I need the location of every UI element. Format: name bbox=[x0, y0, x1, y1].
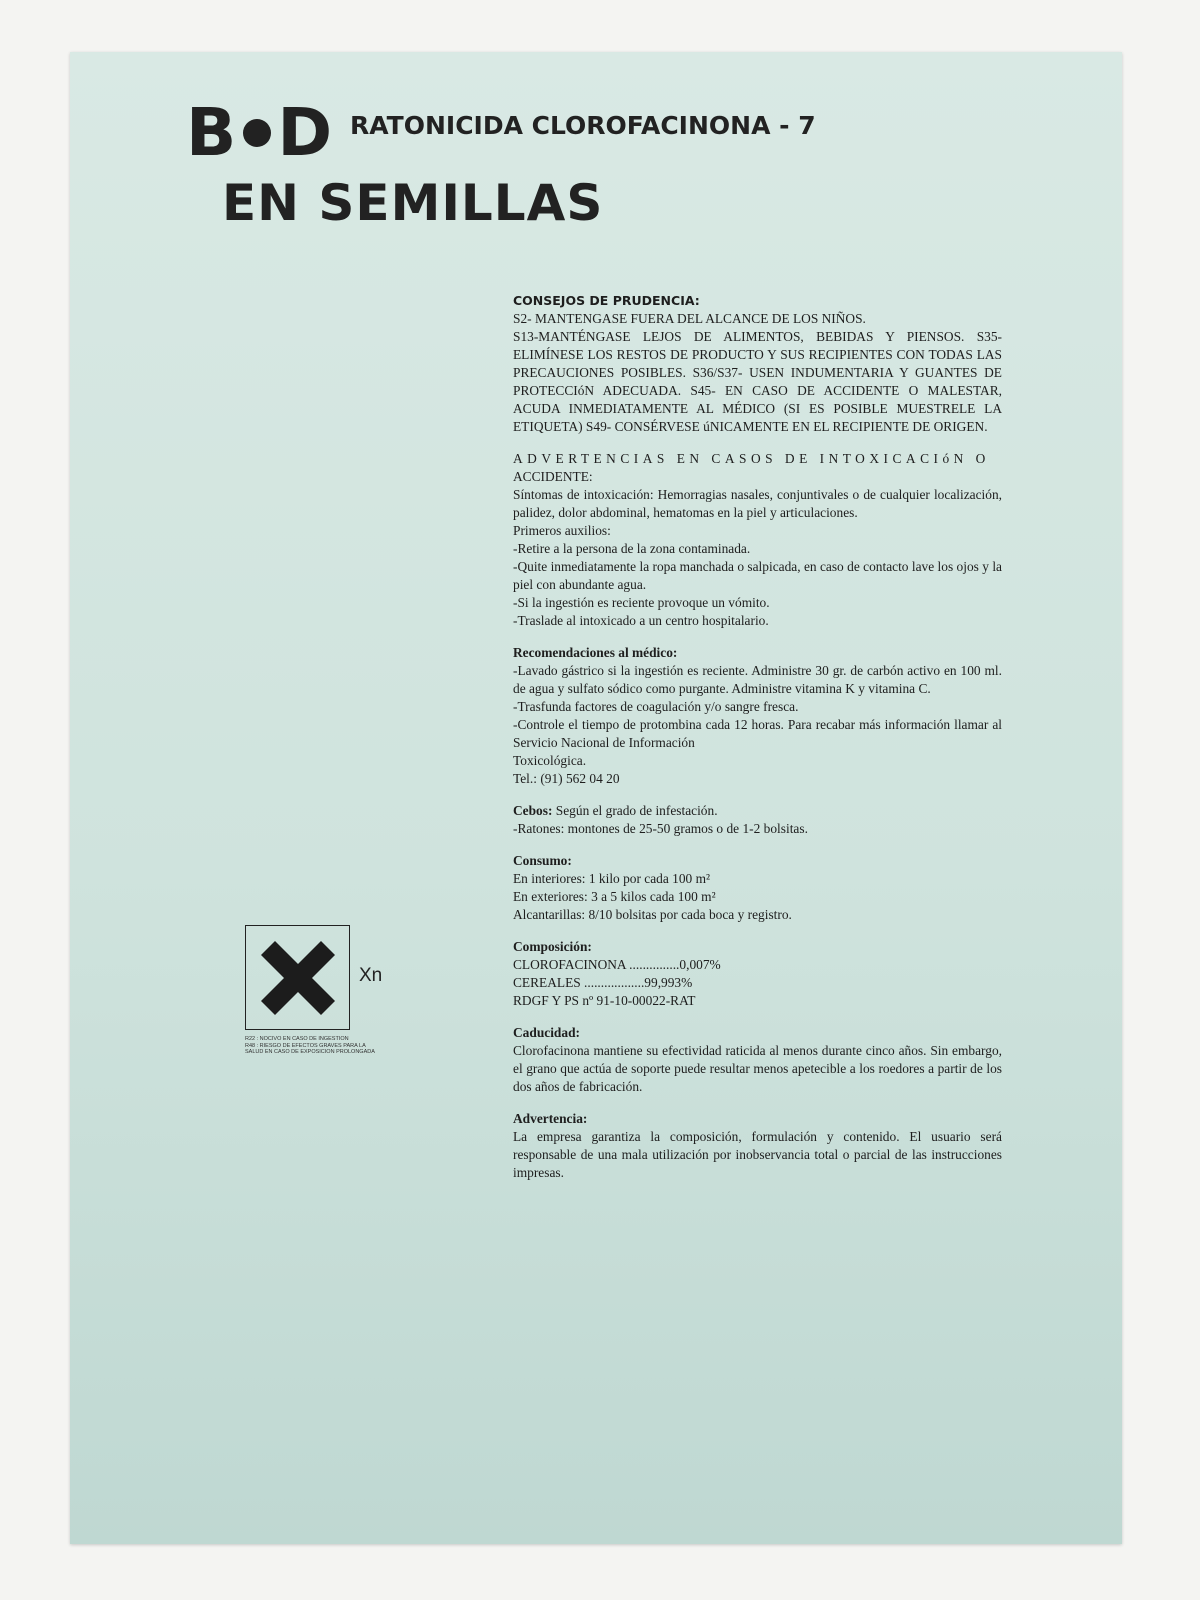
label-text bbox=[513, 292, 1002, 1196]
primeros-auxilios-label: Primeros auxilios: bbox=[513, 523, 611, 538]
cebos-heading: Cebos: bbox=[513, 803, 553, 818]
composicion-item: CEREALES ..................99,993% bbox=[513, 975, 693, 990]
hazard-note: R22 : NOCIVO EN CASO DE INGESTION bbox=[245, 1036, 349, 1042]
medico-item: -Controle el tiempo de protombina cada 12 horas. Para recabar más información llamar al Servicio Nacional de Información bbox=[513, 717, 1002, 750]
harmful-x-icon bbox=[255, 935, 341, 1021]
medico-item: Toxicológica. bbox=[513, 753, 587, 768]
brand-letter-b: B bbox=[186, 94, 238, 171]
caducidad-text: Clorofacinona mantiene su efectividad raticida al menos durante cinco años. Sin embargo, el grano que actúa de soporte puede resultar menos apetecible a los roedores a partir de los dos años de fabricación. bbox=[513, 1043, 1002, 1094]
auxilio-item: -Retire a la persona de la zona contaminada. bbox=[513, 541, 751, 556]
auxilio-item: -Traslade al intoxicado a un centro hospitalario. bbox=[513, 613, 769, 628]
composicion-item: CLOROFACINONA ...............0,007% bbox=[513, 957, 721, 972]
medico-item: -Trasfunda factores de coagulación y/o sangre fresca. bbox=[513, 699, 799, 714]
medico-phone: Tel.: (91) 562 04 20 bbox=[513, 771, 620, 786]
section-advertencias bbox=[513, 450, 1002, 630]
cebos-line bbox=[513, 802, 1002, 820]
hazard-box bbox=[245, 925, 350, 1030]
advertencias-heading-2: ACCIDENTE: bbox=[513, 469, 593, 484]
consumo-item: Alcantarillas: 8/10 bolsitas por cada boca y registro. bbox=[513, 907, 792, 922]
consejos-body: S13-MANTÉNGASE LEJOS DE ALIMENTOS, BEBIDAS Y PIENSOS. S35- ELIMÍNESE LOS RESTOS DE PRODUCTO Y SUS RECIPIENTES CON TODAS LAS PRECAUCIONES POSIBLES. S36/S37- USEN INDUMENTARIA Y GUANTES DE PROTECCIóN ADECUADA. S45- EN CASO DE ACCIDENTE O MALESTAR, ACUDA INMEDIATAMENTE AL MÉDICO (SI ES POSIBLE MUESTRELE LA ETIQUETA) S49- CONSÉRVESE úNICAMENTE EN EL RECIPIENTE DE ORIGEN. bbox=[513, 329, 1002, 434]
brand-dot bbox=[243, 119, 271, 147]
advertencias-heading: ADVERTENCIAS EN CASOS DE INTOXICACIóN O bbox=[513, 451, 990, 466]
section-consejos bbox=[513, 292, 1002, 436]
auxilio-item: -Si la ingestión es reciente provoque un vómito. bbox=[513, 595, 770, 610]
section-caducidad bbox=[513, 1024, 1002, 1096]
composicion-heading: Composición: bbox=[513, 939, 592, 954]
caducidad-heading: Caducidad: bbox=[513, 1025, 580, 1040]
section-advertencia bbox=[513, 1110, 1002, 1182]
product-title: RATONICIDA CLOROFACINONA - 7 bbox=[350, 111, 816, 140]
hazard-notes bbox=[245, 1036, 405, 1056]
advertencia-heading: Advertencia: bbox=[513, 1111, 588, 1126]
brand-letter-d: D bbox=[277, 94, 334, 171]
consumo-heading: Consumo: bbox=[513, 853, 572, 868]
consumo-item: En interiores: 1 kilo por cada 100 m² bbox=[513, 871, 711, 886]
cebos-text: Según el grado de infestación. bbox=[552, 803, 718, 818]
cebos-line2: -Ratones: montones de 25-50 gramos o de 1-2 bolsitas. bbox=[513, 821, 808, 836]
hazard-note: SALUD EN CASO DE EXPOSICION PROLONGADA bbox=[245, 1049, 375, 1055]
advertencia-text: La empresa garantiza la composición, formulación y contenido. El usuario será responsable de una mala utilización por inobservancia total o parcial de las instrucciones impresas. bbox=[513, 1129, 1002, 1180]
section-composicion bbox=[513, 938, 1002, 1010]
hazard-note: R48 : RIESGO DE EFECTOS GRAVES PARA LA bbox=[245, 1042, 366, 1049]
consejos-line1: S2- MANTENGASE FUERA DEL ALCANCE DE LOS NIÑOS. bbox=[513, 311, 866, 326]
medico-item: -Lavado gástrico si la ingestión es reciente. Administre 30 gr. de carbón activo en 100 ml. de agua y sulfato sódico como purgante. Administre vitamina K y vitamina C. bbox=[513, 663, 1002, 696]
medico-heading: Recomendaciones al médico: bbox=[513, 645, 678, 660]
consejos-heading: CONSEJOS DE PRUDENCIA: bbox=[513, 293, 700, 308]
section-medico bbox=[513, 644, 1002, 788]
hazard-symbol bbox=[245, 925, 405, 1056]
product-subtitle: EN SEMILLAS bbox=[222, 174, 604, 232]
auxilio-item: -Quite inmediatamente la ropa manchada o salpicada, en caso de contacto lave los ojos y la piel con abundante agua. bbox=[513, 559, 1002, 592]
hazard-code: Xn bbox=[359, 965, 383, 986]
consumo-item: En exteriores: 3 a 5 kilos cada 100 m² bbox=[513, 889, 716, 904]
brand-logo bbox=[186, 94, 334, 171]
section-consumo bbox=[513, 852, 1002, 924]
sintomas-text: Síntomas de intoxicación: Hemorragias nasales, conjuntivales o de cualquier localización, palidez, dolor abdominal, hematomas en la piel y articulaciones. bbox=[513, 487, 1002, 520]
composicion-item: RDGF Y PS nº 91-10-00022-RAT bbox=[513, 993, 696, 1008]
section-cebos bbox=[513, 802, 1002, 838]
